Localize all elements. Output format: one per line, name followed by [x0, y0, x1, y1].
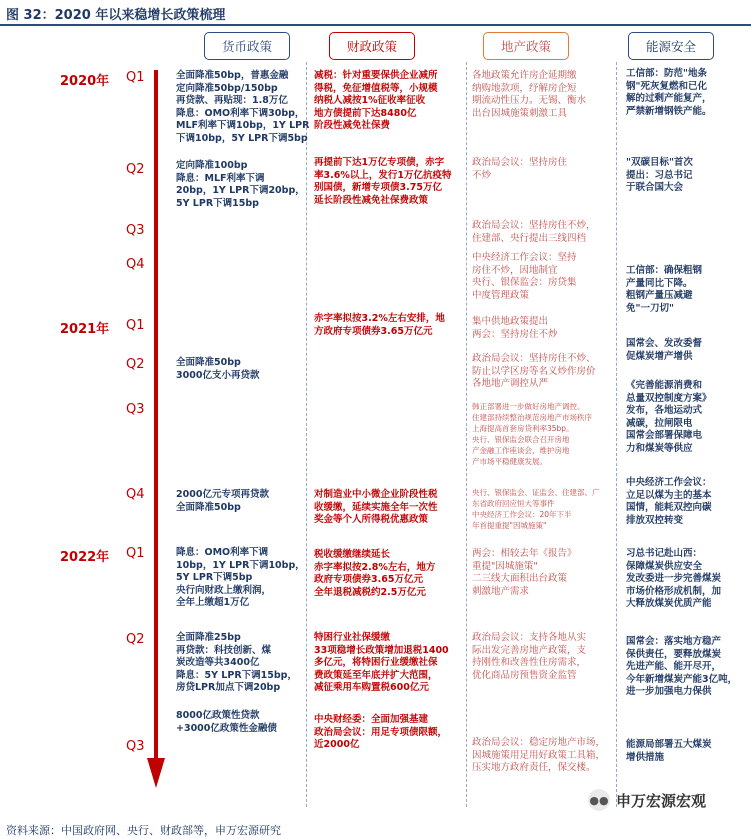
- energy-2021-q3: 《完善能源消费和 总量双控制度方案》 发布，各地运动式 减碳，拉闸限电 国常会部署保障电 力和煤炭等供应: [626, 380, 712, 454]
- monetary-2022-q1: 降息：OMO利率下调 10bp，1Y LPR下调10bp， 5Y LPR下调5bp 央行向财政上缴利润， 全年上缴超1万亿: [176, 547, 305, 608]
- monetary-2020-q2: 定向降准100bp 降息：MLF利率下调 20bp，1Y LPR下调20bp， 5Y LPR下调15bp: [176, 160, 305, 209]
- realestate-2021-q1: 集中供地政策提出 两会：坚持房住不炒: [472, 316, 558, 340]
- quarter-label: Q1: [126, 546, 145, 561]
- year-label-2022: 2022年: [60, 550, 110, 565]
- timeline-arrowhead: [147, 758, 165, 788]
- fiscal-2021-q4: 对制造业中小微企业阶段性税 收缓缴，延续实施全年一次性 奖金等个人所得税优惠政策: [314, 489, 438, 525]
- column-divider: [306, 62, 307, 807]
- quarter-label: Q3: [126, 402, 145, 417]
- quarter-label: Q1: [126, 318, 145, 333]
- fiscal-2022-q3: 中央财经委：全面加强基建 政治局会议：用足专项债限额， 近2000亿: [314, 714, 448, 750]
- realestate-2021-q3: 韩正部署进一步做好房地产调控。 住建部持续整治规范房地产市场秩序 上海提高首套房贷利率35bp。 央行、银保监会联合召开房地 产金融工作座谈会，维护房地 产市场平稳健康发展。: [472, 402, 592, 466]
- fiscal-2021-q1: 赤字率拟按3.2%左右安排，地 方政府专项债券3.65万亿元: [314, 313, 445, 337]
- realestate-2020-q1: 各地政策允许房企延期缴 纳购地款项，纾解房企短 期流动性压力。无锡、衡水 出台因城施策刺激工具: [472, 70, 587, 119]
- column-divider: [616, 62, 617, 807]
- year-label-2020: 2020年: [60, 74, 110, 89]
- monetary-2021-q4: 2000亿元专项再贷款 全面降准50bp: [176, 489, 269, 513]
- quarter-label: Q2: [126, 632, 145, 647]
- realestate-2022-q2: 政治局会议：支持各地从实 际出发完善房地产政策，支 持刚性和改善性住房需求， 优化商品房预售资金监管: [472, 632, 587, 681]
- realestate-2020-q4: 中央经济工作会议：坚持 房住不炒，因地制宜 央行、银保监会：房贷集 中度管理政策: [472, 252, 577, 301]
- realestate-2022-q3: 政治局会议：稳定房地产市场， 因城施策用足用好政策工具箱， 压实地方政府责任，保交楼。: [472, 737, 606, 773]
- quarter-label: Q4: [126, 487, 145, 502]
- monetary-2020-q1: 全面降准50bp，普惠金融 定向降准50bp/150bp 再贷款、再贴现：1.8万亿 降息：OMO利率下调30bp， MLF利率下调10bp，1Y LPR 下调10bp，5Y LPR下调5bp: [176, 70, 310, 144]
- energy-2021-q4: 中央经济工作会议： 立足以煤为主的基本 国情，能耗双控向碳 排放双控转变: [626, 477, 712, 526]
- monetary-2022-q2: 全面降准25bp 再贷款：科技创新、煤 炭改造等共3400亿 降息：5Y LPR下调15bp， 房贷LPR加点下调20bp: [176, 632, 297, 693]
- energy-2022-q2: 国常会：落实地方稳产 保供责任，要释放煤炭 先进产能、能开尽开， 今年新增煤炭产能3亿吨， 进一步加强电力保供: [626, 636, 738, 697]
- realestate-2021-q4: 央行、银保监会、证监会、住建部、广 东省政府回应恒大等事件 中央经济工作会议：20年下半 年首提重提"因城施策": [472, 488, 600, 530]
- header-monetary: 货币政策: [204, 32, 290, 60]
- page-title: 图 32：2020 年以来稳增长政策梳理: [6, 8, 226, 23]
- watermark-text: 申万宏源宏观: [616, 791, 707, 810]
- quarter-label: Q2: [126, 357, 145, 372]
- quarter-label: Q1: [126, 70, 145, 85]
- realestate-2020-q3: 政治局会议：坚持房住不炒， 住建部、央行提出三线四档: [472, 220, 596, 244]
- header-realestate: 地产政策: [483, 32, 569, 60]
- title-divider: [0, 24, 751, 26]
- realestate-2020-q2: 政治局会议：坚持房住 不炒: [472, 157, 568, 181]
- watermark: [588, 789, 706, 811]
- fiscal-2020-q2: 再提前下达1万亿专项债，赤字 率3.6%以上，发行1万亿抗疫特 别国债，新增专项债3.75万亿 延长阶段性减免社保费政策: [314, 157, 452, 206]
- quarter-label: Q4: [126, 257, 145, 272]
- fiscal-2022-q2: 特困行业社保缓缴 33项稳增长政策增加退税1400 多亿元，将特困行业缓缴社保 费政策延至年底并扩大范围， 减征乘用车购置税600亿元: [314, 632, 449, 693]
- column-divider: [466, 62, 467, 807]
- quarter-label: Q3: [126, 223, 145, 238]
- realestate-2021-q2: 政治局会议：坚持房住不炒、 防止以学区房等名义炒作房价 各地地产调控从严: [472, 353, 596, 389]
- wechat-icon: ●●: [588, 789, 610, 811]
- source-note: 资料来源：中国政府网、央行、财政部等，申万宏源研究: [6, 824, 281, 837]
- energy-2020-q1: 工信部：防范"地条 钢"死灰复燃和已化 解的过剩产能复产， 严禁新增钢铁产能。: [626, 68, 712, 117]
- energy-2021-q2: 国常会、发改委督 促煤炭增产增供: [626, 338, 703, 362]
- monetary-2022-q3: 8000亿政策性贷款 +3000亿政策性金融债: [176, 710, 277, 734]
- fiscal-2022-q1: 税收缓缴继续延长 赤字率拟按2.8%左右，地方 政府专项债券3.65万亿元 全年退税减税约2.5万亿元: [314, 549, 436, 598]
- header-fiscal: 财政政策: [329, 32, 415, 60]
- energy-2022-q1: 习总书记赴山西： 保障煤炭供应安全 发改委进一步完善煤炭 市场价格形成机制，加 大释放煤炭优质产能: [626, 548, 722, 609]
- fiscal-2020-q1: 减税：针对重要保供企业减所 得税，免征增值税等，小规模 纳税人减按1%征收率征收 地方债提前下达8480亿 阶段性减免社保费: [314, 70, 438, 131]
- energy-2020-q4: 工信部：确保粗钢 产量同比下降。 粗钢产量压减避 免"一刀切": [626, 265, 703, 314]
- year-label-2021: 2021年: [60, 322, 110, 337]
- quarter-label: Q3: [126, 739, 145, 754]
- realestate-2022-q1: 两会：相较去年《报告》 重提"因城施策" 二三线大面积出台政策 刺激地产需求: [472, 548, 577, 597]
- header-energy: 能源安全: [628, 32, 714, 60]
- energy-2020-q2: "双碳目标"首次 提出：习总书记 于联合国大会: [626, 157, 693, 193]
- monetary-2021-q2: 全面降准50bp 3000亿支小再贷款: [176, 357, 260, 381]
- energy-2022-q3: 能源局部署五大煤炭 增供措施: [626, 739, 712, 763]
- quarter-label: Q2: [126, 162, 145, 177]
- timeline-arrow: [154, 70, 158, 760]
